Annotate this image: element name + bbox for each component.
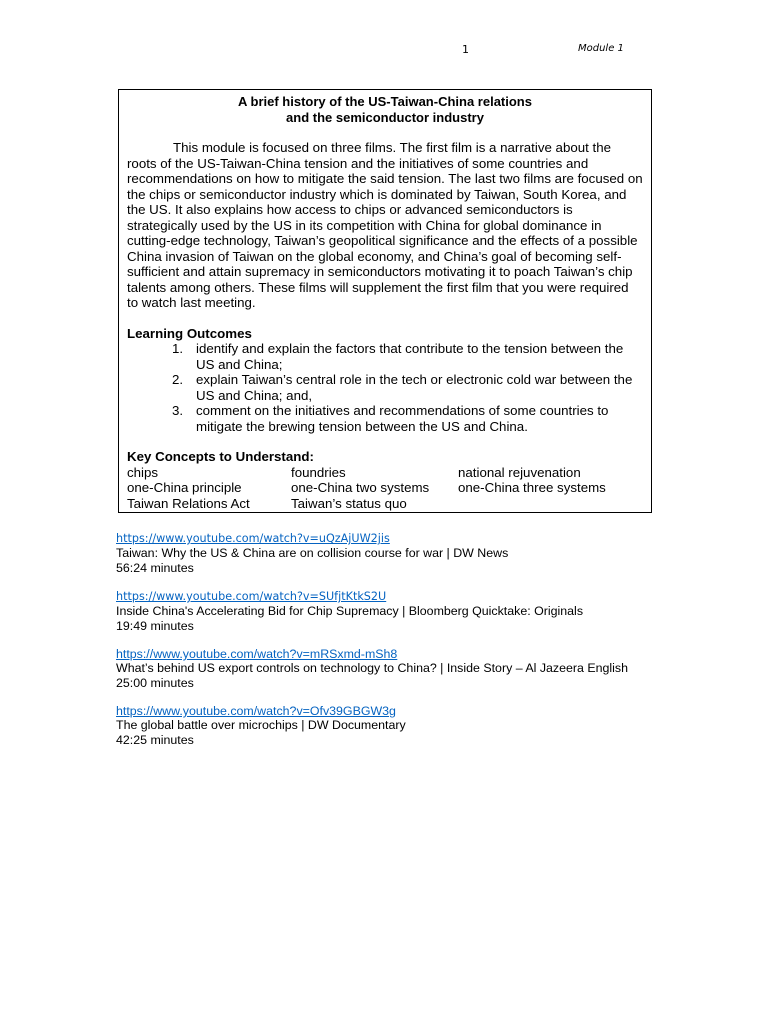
video-entry <box>116 531 656 575</box>
video-title: What’s behind US export controls on technology to China? | Inside Story – Al Jazeera English <box>116 661 628 675</box>
video-duration: 42:25 minutes <box>116 732 194 747</box>
key-concept: foundries <box>291 464 346 480</box>
key-concept: chips <box>127 464 159 480</box>
key-concept: Taiwan Relations Act <box>127 495 250 511</box>
video-duration: 56:24 minutes <box>116 560 194 575</box>
key-concepts-grid <box>127 465 643 512</box>
video-duration: 19:49 minutes <box>116 618 194 633</box>
module-overview-box <box>118 89 652 513</box>
learning-outcome-item <box>127 341 643 372</box>
key-concept: one-China three systems <box>458 480 606 495</box>
video-list <box>116 531 656 761</box>
module-label: Module 1 <box>578 43 624 54</box>
key-concept: one-China two systems <box>291 480 430 495</box>
video-duration: 25:00 minutes <box>116 675 194 690</box>
module-title-line-1: A brief history of the US-Taiwan-China relations <box>238 94 532 109</box>
intro-paragraph: This module is focused on three films. The first film is a narrative about the roots of the US-Taiwan-China tension and the initiatives of some countries and recommendations on how to mitigate the said tension. The last two films are focused on the chips or semiconductor industry which is dominated by Taiwan, South Korea, and the US. It also explains how access to chips or advanced semiconductors is strategically used by the US in its competition with China for global dominance in cutting-edge technology, Taiwan’s geopolitical significance and the effects of a possible China invasion of Taiwan on the global economy, and China’s goal of becoming self-sufficient and attain supremacy in semiconductors motivating it to poach Taiwan’s chip talents among others. These films will supplement the first film that you were required to watch last meeting. <box>127 140 643 310</box>
video-entry <box>116 704 656 747</box>
key-concept: one-China principle <box>127 480 242 495</box>
learning-outcome-item <box>127 403 643 434</box>
module-title <box>127 94 643 125</box>
learning-outcomes-heading: Learning Outcomes <box>127 325 252 341</box>
key-concept: Taiwan’s status quo <box>291 495 407 511</box>
video-title: Taiwan: Why the US & China are on collision course for war | DW News <box>116 546 509 560</box>
video-link[interactable]: https://www.youtube.com/watch?v=uQzAjUW2jis <box>116 532 390 545</box>
video-entry <box>116 647 656 690</box>
learning-outcome-number: 3. <box>172 403 184 418</box>
key-concepts-heading: Key Concepts to Understand: <box>127 449 314 464</box>
video-title: Inside China's Accelerating Bid for Chip Supremacy | Bloomberg Quicktake: Originals <box>116 604 584 618</box>
learning-outcomes-list <box>127 341 643 434</box>
learning-outcome-text: identify and explain the factors that contribute to the tension between the US and China; <box>196 341 624 372</box>
learning-outcome-text: comment on the initiatives and recommendations of some countries to mitigate the brewing tension between the US and China. <box>196 403 609 434</box>
learning-outcome-number: 1. <box>172 341 184 356</box>
learning-outcome-text: explain Taiwan’s central role in the tech or electronic cold war between the US and China; and, <box>196 372 633 403</box>
learning-outcome-item <box>127 372 643 403</box>
video-title: The global battle over microchips | DW Documentary <box>116 718 406 732</box>
key-concept: national rejuvenation <box>458 464 581 480</box>
key-concept <box>458 496 638 512</box>
video-link[interactable]: https://www.youtube.com/watch?v=SUfjtKtkS2U <box>116 590 387 603</box>
module-title-line-2: and the semiconductor industry <box>286 109 484 125</box>
video-link[interactable]: https://www.youtube.com/watch?v=Ofv39GBGW3g <box>116 704 396 718</box>
learning-outcome-number: 2. <box>172 372 184 387</box>
page-number: 1 <box>462 43 469 56</box>
video-link[interactable]: https://www.youtube.com/watch?v=mRSxmd-mSh8 <box>116 647 398 661</box>
video-entry <box>116 589 656 633</box>
